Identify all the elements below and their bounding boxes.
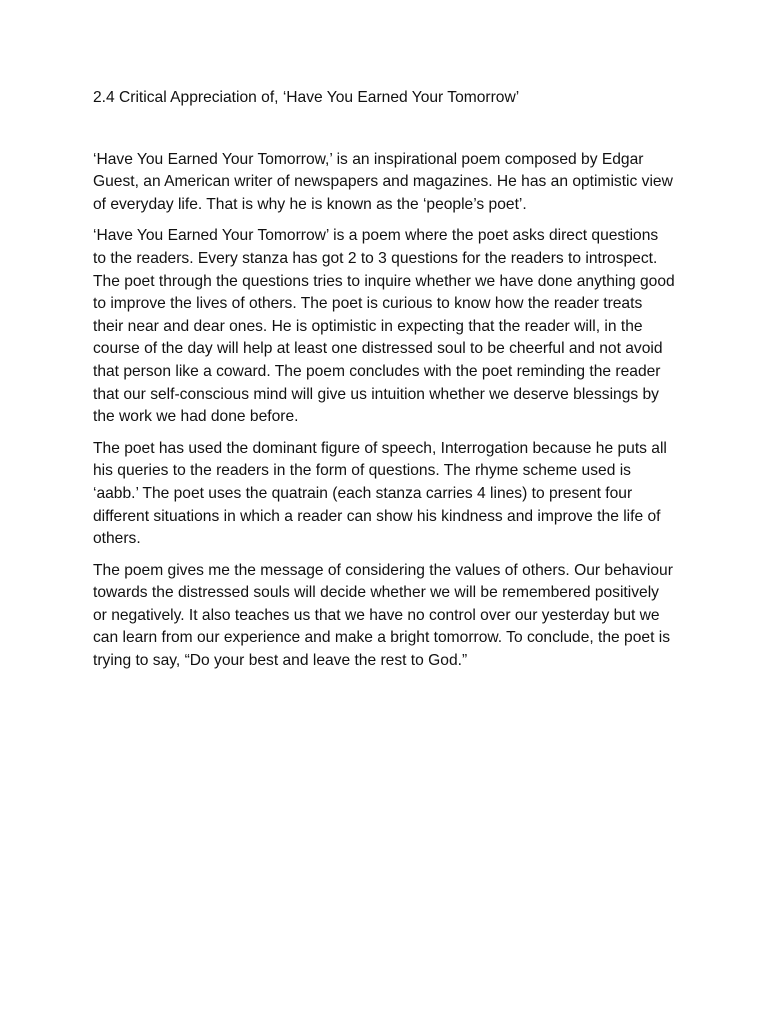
document-body xyxy=(93,87,675,682)
paragraph-poetic-devices: The poet has used the dominant figure of speech, Interrogation because he puts all his queries to the readers in the form of questions. The rhyme scheme used is ‘aabb.’ The poet uses the quatrain (each stanza carries 4 lines) to present four different situations in which a reader can show his kindness and improve the life of others. xyxy=(93,439,667,548)
section-heading: 2.4 Critical Appreciation of, ‘Have You Earned Your Tomorrow’ xyxy=(93,89,520,106)
paragraph-intro: ‘Have You Earned Your Tomorrow,’ is an inspirational poem composed by Edgar Guest, an American writer of newspapers and magazines. He has an optimistic view of everyday life. That is why he is known as the ‘people’s poet’. xyxy=(93,150,673,213)
paragraph-message: The poem gives me the message of considering the values of others. Our behaviour towards the distressed souls will decide whether we will be remembered positively or negatively. It also teaches us that we have no control over our yesterday but we can learn from our experience and make a bright tomorrow. To conclude, the poet is trying to say, “Do your best and leave the rest to God.” xyxy=(93,561,673,670)
paragraph-poem-summary: ‘Have You Earned Your Tomorrow’ is a poem where the poet asks direct questions to the readers. Every stanza has got 2 to 3 questions for the readers to introspect. The poet through the questions tries to inquire whether we have done anything good to improve the lives of others. The poet is curious to know how the reader treats their near and dear ones. He is optimistic in expecting that the reader will, in the course of the day will help at least one distressed soul to be cheerful and not avoid that person like a coward. The poem concludes with the poet reminding the reader that our self-conscious mind will give us intuition whether we deserve blessings by the work we had done before. xyxy=(93,227,675,426)
